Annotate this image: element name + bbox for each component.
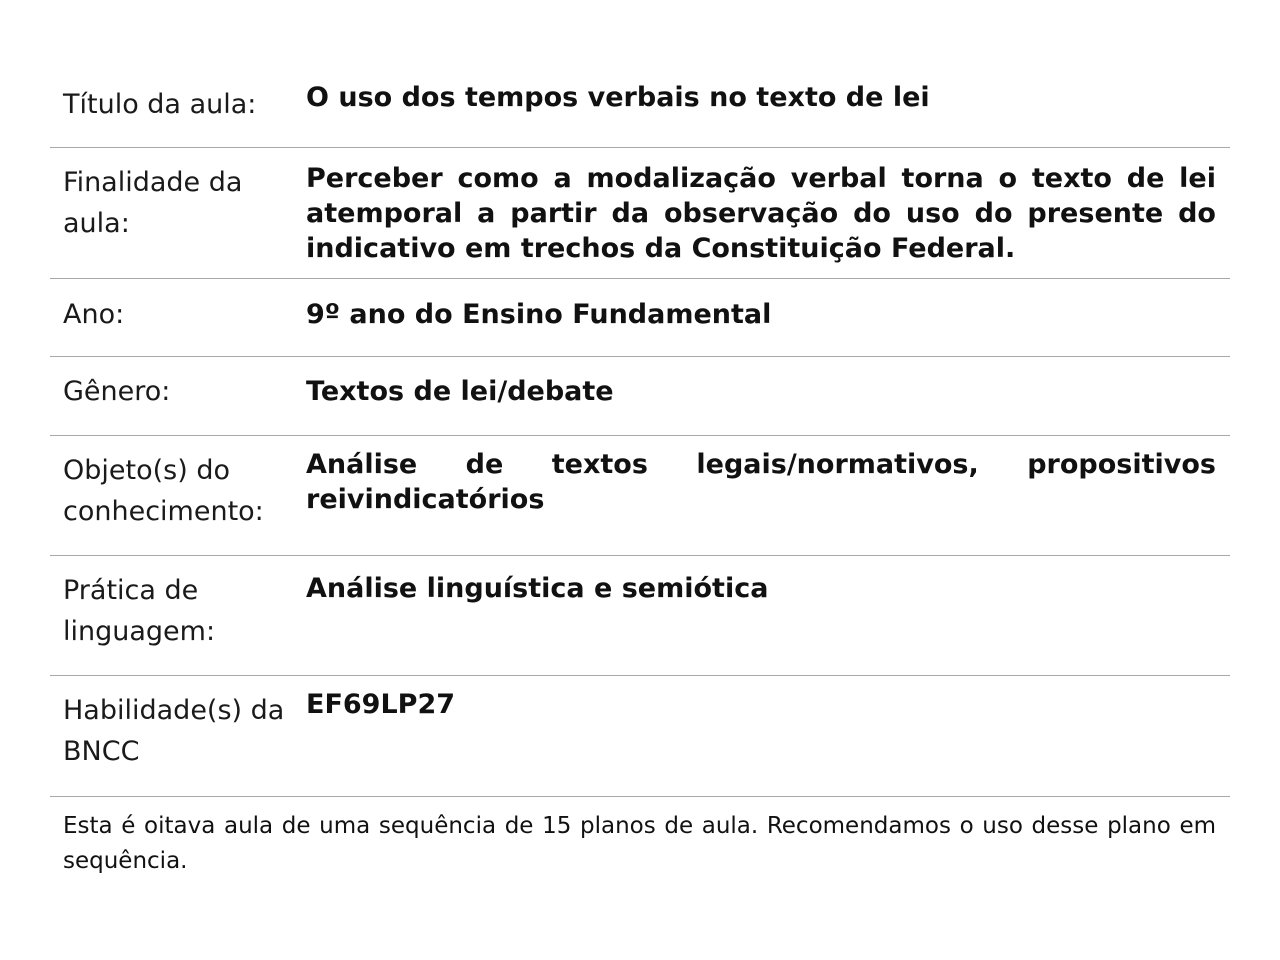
label-genero: Gênero: [63,376,171,407]
row-finalidade [50,148,1230,279]
row-habilidade [50,676,1230,797]
label-ano: Ano: [63,299,125,330]
row-pratica [50,556,1230,676]
label-habilidade: Habilidade(s) da BNCC [63,695,285,767]
label-objeto: Objeto(s) do conhecimento: [63,455,264,527]
value-genero: Textos de lei/debate [306,376,614,407]
lesson-plan-table [50,72,1230,879]
footer-note: Esta é oitava aula de uma sequência de 15 planos de aula. Recomendamos o uso desse plano em sequência. [63,813,1216,874]
value-finalidade: Perceber como a modalização verbal torna o texto de lei atemporal a partir da observação do uso do presente do indicativo em trechos da Constituição Federal. [306,163,1216,264]
value-pratica: Análise linguística e semiótica [306,573,769,604]
label-finalidade: Finalidade da aula: [63,167,243,239]
label-titulo: Título da aula: [63,89,257,120]
row-titulo [50,72,1230,148]
value-ano: 9º ano do Ensino Fundamental [306,299,772,330]
row-genero [50,357,1230,436]
value-titulo: O uso dos tempos verbais no texto de lei [306,82,930,113]
row-ano [50,279,1230,357]
value-objeto: Análise de textos legais/normativos, propositivos reivindicatórios [306,449,1216,515]
row-objeto [50,436,1230,556]
label-pratica: Prática de linguagem: [63,575,216,647]
value-habilidade: EF69LP27 [306,689,456,720]
